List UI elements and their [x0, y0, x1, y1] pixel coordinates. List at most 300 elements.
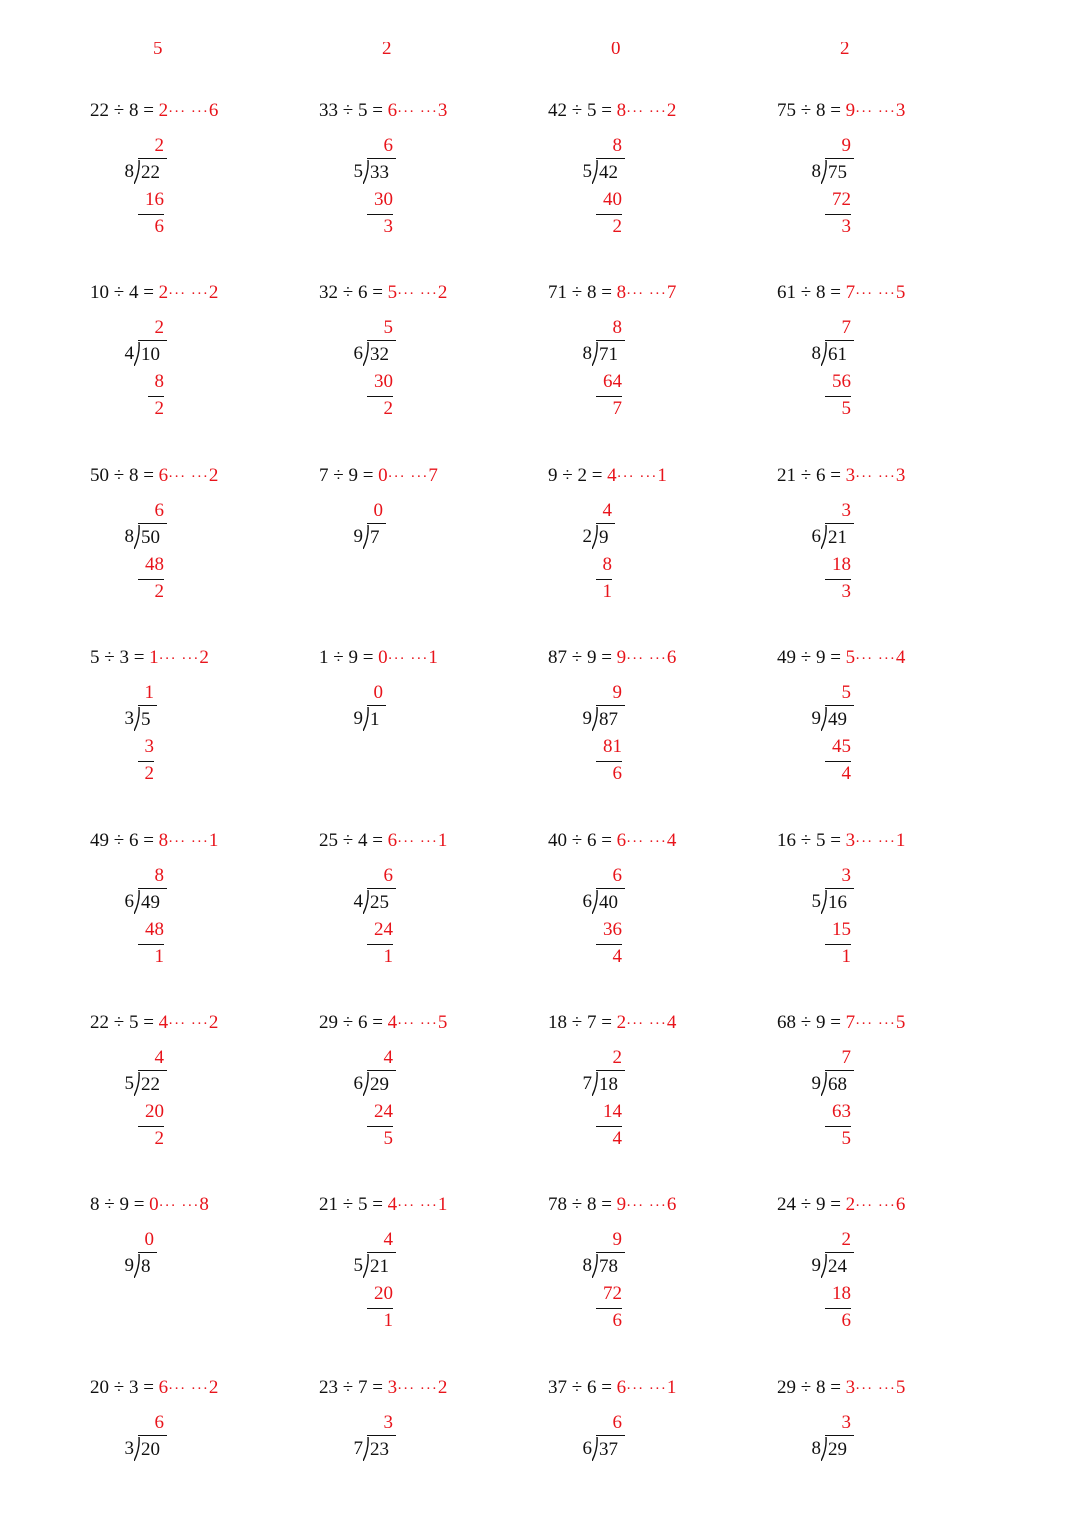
equals-sign: = [830, 829, 841, 851]
division-problem [777, 1192, 977, 1352]
division-equation [319, 280, 447, 306]
division-problem [90, 463, 290, 623]
remainder-answer: 2 [666, 100, 677, 121]
divide-sign: ÷ [800, 282, 812, 304]
dividend: 61 [777, 282, 796, 304]
remainder-answer: 4 [895, 647, 906, 669]
divisor: 8 [586, 282, 597, 304]
top-cutoff-digit: 2 [382, 42, 392, 56]
long-division-divisor: 8 [124, 161, 134, 182]
remainder-dots: ··· ··· [855, 651, 896, 668]
remainder-dots: ··· ··· [397, 1016, 438, 1032]
quotient-answer: 3 [845, 1376, 856, 1398]
long-division-product: 72 [603, 1283, 622, 1305]
divide-sign: ÷ [571, 1194, 583, 1216]
division-equation [90, 463, 218, 489]
equals-sign: = [591, 464, 603, 486]
remainder-answer: 1 [666, 1376, 677, 1398]
quotient-answer: 4 [387, 1194, 398, 1216]
dividend: 40 [548, 829, 567, 851]
division-problem [777, 280, 977, 440]
dividend: 8 [90, 1194, 100, 1216]
long-division-quotient: 2 [154, 135, 164, 156]
long-division-divisor: 8 [582, 1255, 592, 1277]
quotient-answer: 6 [616, 829, 627, 851]
dividend: 16 [777, 829, 796, 851]
divide-sign: ÷ [571, 1012, 583, 1033]
remainder-answer: 2 [208, 464, 219, 486]
divisor: 4 [128, 282, 139, 304]
quotient-answer: 6 [616, 1376, 627, 1398]
quotient-answer: 4 [387, 1012, 398, 1033]
long-division-dividend: 25 [367, 888, 396, 916]
remainder-dots: ··· ··· [626, 1198, 667, 1215]
long-division-quotient: 3 [383, 1411, 393, 1433]
equals-sign: = [830, 282, 841, 304]
long-division-divisor: 6 [124, 890, 134, 912]
division-equation [319, 828, 447, 854]
quotient-answer: 5 [845, 647, 856, 669]
long-division-product: 14 [603, 1101, 622, 1122]
quotient-answer: 3 [387, 1376, 398, 1398]
remainder-dots: ··· ··· [168, 1380, 209, 1397]
divide-sign: ÷ [800, 464, 812, 486]
division-problem [90, 645, 290, 805]
division-equation [548, 645, 676, 671]
long-division-dividend: 75 [825, 158, 854, 186]
remainder-answer: 4 [666, 1012, 677, 1033]
long-division-quotient: 1 [144, 682, 154, 704]
remainder-answer: 5 [895, 1012, 906, 1033]
divisor: 6 [586, 1376, 597, 1398]
dividend: 20 [90, 1376, 109, 1398]
divide-sign: ÷ [342, 1194, 354, 1216]
division-equation [90, 1375, 218, 1401]
remainder-answer: 5 [895, 1376, 906, 1398]
remainder-dots: ··· ··· [855, 286, 896, 303]
long-division-dividend: 7 [367, 523, 386, 551]
long-division-quotient: 2 [612, 1047, 622, 1068]
quotient-answer: 6 [158, 1376, 169, 1398]
long-division-quotient: 6 [383, 864, 393, 886]
remainder-dots: ··· ··· [168, 1016, 209, 1032]
division-problem [319, 463, 519, 623]
division-equation [777, 1010, 905, 1036]
long-division-dividend: 5 [138, 705, 157, 733]
long-division-product: 48 [145, 553, 164, 575]
remainder-answer: 7 [666, 282, 677, 304]
division-problem [548, 1192, 748, 1352]
long-division-divisor: 8 [811, 1437, 821, 1459]
equals-sign: = [143, 1376, 154, 1398]
long-division-divisor: 9 [582, 708, 592, 730]
division-problem [319, 1010, 519, 1170]
remainder-answer: 5 [895, 282, 906, 304]
long-division-dividend: 10 [138, 340, 167, 368]
remainder-dots: ··· ··· [397, 286, 438, 303]
division-problem [319, 828, 519, 988]
equals-sign: = [601, 829, 612, 851]
division-equation [319, 1010, 447, 1036]
long-division-remainder: 4 [612, 945, 622, 967]
dividend: 21 [319, 1194, 338, 1216]
long-division-remainder: 5 [383, 1128, 393, 1149]
long-division-divisor: 6 [353, 343, 363, 365]
long-division-quotient: 7 [841, 317, 851, 339]
dividend: 37 [548, 1376, 567, 1398]
long-division-product: 64 [603, 371, 622, 393]
long-division-remainder: 6 [154, 216, 164, 237]
division-problem [777, 1010, 977, 1170]
long-division-remainder: 2 [383, 398, 393, 420]
divide-sign: ÷ [342, 282, 354, 304]
quotient-answer: 2 [158, 100, 169, 121]
quotient-answer: 9 [616, 647, 627, 669]
division-equation [319, 645, 438, 671]
quotient-answer: 8 [158, 829, 169, 851]
divisor: 9 [348, 647, 358, 669]
remainder-dots: ··· ··· [168, 104, 209, 120]
long-division-dividend: 18 [596, 1070, 625, 1098]
long-division-remainder: 1 [383, 1310, 393, 1332]
divide-sign: ÷ [571, 100, 583, 121]
divisor: 5 [128, 1012, 139, 1033]
page-cutoff-mask [0, 1475, 1080, 1527]
long-division-divisor: 8 [811, 343, 821, 365]
quotient-answer: 7 [845, 1012, 856, 1033]
division-equation [90, 98, 218, 124]
long-division-divisor: 7 [582, 1073, 592, 1094]
division-equation [777, 828, 905, 854]
division-equation [777, 98, 905, 124]
quotient-answer: 0 [378, 464, 388, 486]
long-division-dividend: 29 [825, 1435, 854, 1463]
remainder-dots: ··· ··· [626, 651, 667, 668]
dividend: 49 [90, 829, 109, 851]
long-division-divisor: 9 [811, 1255, 821, 1277]
equals-sign: = [372, 829, 383, 851]
quotient-answer: 2 [158, 282, 169, 304]
divisor: 7 [586, 1012, 597, 1033]
remainder-dots: ··· ··· [855, 104, 896, 120]
long-division-dividend: 21 [367, 1252, 396, 1280]
division-problem [319, 645, 519, 805]
long-division-remainder: 6 [841, 1310, 851, 1332]
divisor: 8 [128, 464, 139, 486]
remainder-answer: 2 [437, 1376, 448, 1398]
remainder-answer: 2 [208, 1012, 219, 1033]
long-division-dividend: 37 [596, 1435, 625, 1463]
long-division-product: 45 [832, 736, 851, 758]
quotient-answer: 6 [387, 829, 398, 851]
long-division-remainder: 2 [154, 398, 164, 420]
equals-sign: = [601, 1194, 612, 1216]
quotient-answer: 1 [149, 647, 159, 669]
long-division-quotient: 6 [154, 499, 164, 521]
divisor: 6 [357, 282, 368, 304]
long-division-product: 81 [603, 736, 622, 758]
quotient-answer: 9 [845, 100, 856, 121]
division-problem [90, 1010, 290, 1170]
quotient-answer: 2 [616, 1012, 627, 1033]
long-division-dividend: 40 [596, 888, 625, 916]
dividend: 49 [777, 647, 796, 669]
equals-sign: = [601, 647, 612, 669]
long-division-product: 8 [154, 371, 164, 393]
equals-sign: = [133, 1194, 145, 1216]
long-division-divisor: 9 [811, 708, 821, 730]
division-equation [548, 98, 676, 124]
long-division-remainder: 6 [612, 1310, 622, 1332]
long-division-quotient: 5 [841, 682, 851, 704]
division-equation [90, 1010, 218, 1036]
long-division-product: 36 [603, 918, 622, 940]
long-division-quotient: 4 [154, 1047, 164, 1068]
division-equation [548, 1375, 676, 1401]
dividend: 87 [548, 647, 567, 669]
division-problem [548, 280, 748, 440]
long-division-divisor: 5 [582, 161, 592, 182]
dividend: 24 [777, 1194, 796, 1216]
long-division-remainder: 2 [154, 580, 164, 602]
quotient-answer: 6 [387, 100, 398, 121]
division-problem [548, 463, 748, 623]
long-division-divisor: 4 [353, 890, 363, 912]
long-division-remainder: 6 [612, 763, 622, 785]
equals-sign: = [830, 1012, 841, 1033]
remainder-answer: 1 [428, 647, 438, 669]
long-division-divisor: 9 [353, 525, 363, 547]
long-division-remainder: 1 [602, 580, 612, 602]
remainder-answer: 5 [437, 1012, 448, 1033]
division-problem [777, 645, 977, 805]
long-division-dividend: 71 [596, 340, 625, 368]
long-division-divisor: 8 [124, 525, 134, 547]
divisor: 8 [128, 100, 139, 121]
long-division-remainder: 1 [154, 945, 164, 967]
division-equation [548, 1192, 676, 1218]
division-problem [548, 645, 748, 805]
divisor: 6 [586, 829, 597, 851]
divide-sign: ÷ [800, 829, 812, 851]
dividend: 7 [319, 464, 329, 486]
long-division-quotient: 0 [144, 1229, 154, 1251]
quotient-answer: 4 [607, 464, 617, 486]
division-equation [319, 1192, 447, 1218]
long-division-product: 24 [374, 918, 393, 940]
dividend: 22 [90, 1012, 109, 1033]
divisor: 8 [815, 100, 826, 121]
long-division-divisor: 5 [811, 890, 821, 912]
top-cutoff-digit: 5 [153, 42, 163, 56]
long-division-quotient: 0 [373, 499, 383, 521]
remainder-dots: ··· ··· [855, 1016, 896, 1032]
long-division-dividend: 23 [367, 1435, 396, 1463]
dividend: 21 [777, 464, 796, 486]
division-equation [777, 1375, 905, 1401]
divisor: 4 [357, 829, 368, 851]
long-division-remainder: 1 [841, 945, 851, 967]
long-division-product: 18 [832, 1283, 851, 1305]
long-division-quotient: 4 [383, 1047, 393, 1068]
remainder-dots: ··· ··· [168, 286, 209, 303]
division-problem [777, 828, 977, 988]
quotient-answer: 8 [616, 100, 627, 121]
remainder-dots: ··· ··· [626, 833, 667, 850]
long-division-remainder: 5 [841, 1128, 851, 1149]
division-problem [548, 98, 748, 258]
dividend: 1 [319, 647, 329, 669]
long-division-quotient: 4 [383, 1229, 393, 1251]
long-division-quotient: 2 [841, 1229, 851, 1251]
long-division-dividend: 8 [138, 1252, 157, 1280]
remainder-answer: 3 [895, 464, 906, 486]
long-division-remainder: 7 [612, 398, 622, 420]
long-division-quotient: 6 [612, 1411, 622, 1433]
long-division-remainder: 2 [154, 1128, 164, 1149]
long-division-dividend: 87 [596, 705, 625, 733]
division-problem [548, 1010, 748, 1170]
division-problem [548, 828, 748, 988]
remainder-answer: 6 [666, 647, 677, 669]
division-equation [548, 1010, 676, 1036]
long-division-quotient: 8 [612, 135, 622, 156]
dividend: 75 [777, 100, 796, 121]
divide-sign: ÷ [333, 647, 344, 669]
divide-sign: ÷ [571, 1376, 583, 1398]
long-division-divisor: 4 [124, 343, 134, 365]
remainder-answer: 3 [895, 100, 906, 121]
long-division-quotient: 6 [154, 1411, 164, 1433]
top-cutoff-digit: 2 [840, 42, 850, 56]
quotient-answer: 0 [149, 1194, 159, 1216]
dividend: 9 [548, 464, 558, 486]
long-division-product: 8 [602, 553, 612, 575]
divisor: 9 [119, 1194, 129, 1216]
division-problem [777, 463, 977, 623]
long-division-divisor: 8 [811, 161, 821, 182]
long-division-product: 16 [145, 189, 164, 210]
equals-sign: = [372, 1376, 383, 1398]
long-division-dividend: 50 [138, 523, 167, 551]
quotient-answer: 3 [845, 829, 856, 851]
long-division-product: 15 [832, 918, 851, 940]
remainder-dots: ··· ··· [158, 1198, 200, 1215]
long-division-quotient: 8 [154, 864, 164, 886]
remainder-answer: 3 [437, 100, 448, 121]
divisor: 9 [815, 1012, 826, 1033]
division-problem [90, 98, 290, 258]
equals-sign: = [601, 1012, 612, 1033]
long-division-dividend: 20 [138, 1435, 167, 1463]
quotient-answer: 8 [616, 282, 627, 304]
equals-sign: = [372, 1012, 383, 1033]
remainder-dots: ··· ··· [168, 468, 209, 485]
dividend: 22 [90, 100, 109, 121]
dividend: 42 [548, 100, 567, 121]
dividend: 23 [319, 1376, 338, 1398]
equals-sign: = [601, 100, 612, 121]
divisor: 5 [357, 1194, 368, 1216]
division-equation [319, 1375, 447, 1401]
long-division-remainder: 5 [841, 398, 851, 420]
divisor: 7 [357, 1376, 368, 1398]
divide-sign: ÷ [342, 100, 354, 121]
divisor: 6 [815, 464, 826, 486]
long-division-remainder: 3 [383, 216, 393, 237]
long-division-divisor: 8 [582, 343, 592, 365]
divide-sign: ÷ [342, 1012, 354, 1033]
divide-sign: ÷ [113, 282, 125, 304]
divisor: 5 [357, 100, 368, 121]
remainder-answer: 8 [199, 1194, 209, 1216]
division-equation [548, 463, 667, 489]
long-division-divisor: 5 [353, 1255, 363, 1277]
dividend: 33 [319, 100, 338, 121]
long-division-quotient: 0 [373, 682, 383, 704]
long-division-divisor: 5 [353, 161, 363, 182]
equals-sign: = [830, 100, 841, 121]
equals-sign: = [362, 647, 374, 669]
long-division-quotient: 5 [383, 317, 393, 339]
long-division-dividend: 49 [825, 705, 854, 733]
long-division-dividend: 22 [138, 1070, 167, 1098]
long-division-dividend: 24 [825, 1252, 854, 1280]
division-equation [319, 98, 447, 124]
divisor: 8 [815, 282, 826, 304]
long-division-quotient: 9 [841, 135, 851, 156]
dividend: 10 [90, 282, 109, 304]
divide-sign: ÷ [571, 282, 583, 304]
dividend: 29 [319, 1012, 338, 1033]
remainder-answer: 1 [208, 829, 219, 851]
equals-sign: = [601, 282, 612, 304]
dividend: 71 [548, 282, 567, 304]
long-division-divisor: 3 [124, 708, 134, 730]
remainder-dots: ··· ··· [855, 1380, 896, 1397]
divide-sign: ÷ [571, 829, 583, 851]
long-division-divisor: 6 [811, 525, 821, 547]
division-equation [777, 1192, 905, 1218]
remainder-dots: ··· ··· [855, 833, 896, 850]
remainder-answer: 2 [437, 282, 448, 304]
long-division-quotient: 8 [612, 317, 622, 339]
remainder-answer: 1 [437, 1194, 448, 1216]
division-equation [777, 645, 905, 671]
remainder-answer: 7 [428, 464, 438, 486]
divisor: 5 [815, 829, 826, 851]
divide-sign: ÷ [562, 464, 573, 486]
division-problem [90, 1192, 290, 1352]
long-division-product: 3 [144, 736, 154, 758]
remainder-answer: 1 [895, 829, 906, 851]
division-problem [319, 98, 519, 258]
long-division-dividend: 22 [138, 158, 167, 186]
quotient-answer: 9 [616, 1194, 627, 1216]
quotient-answer: 5 [387, 282, 398, 304]
remainder-dots: ··· ··· [168, 833, 209, 850]
long-division-remainder: 2 [144, 763, 154, 785]
long-division-product: 72 [832, 189, 851, 210]
long-division-quotient: 3 [841, 1411, 851, 1433]
divide-sign: ÷ [104, 1194, 115, 1216]
divide-sign: ÷ [113, 464, 125, 486]
remainder-dots: ··· ··· [397, 104, 438, 120]
divide-sign: ÷ [800, 100, 812, 121]
long-division-product: 18 [832, 553, 851, 575]
remainder-dots: ··· ··· [626, 104, 667, 120]
long-division-remainder: 2 [612, 216, 622, 237]
